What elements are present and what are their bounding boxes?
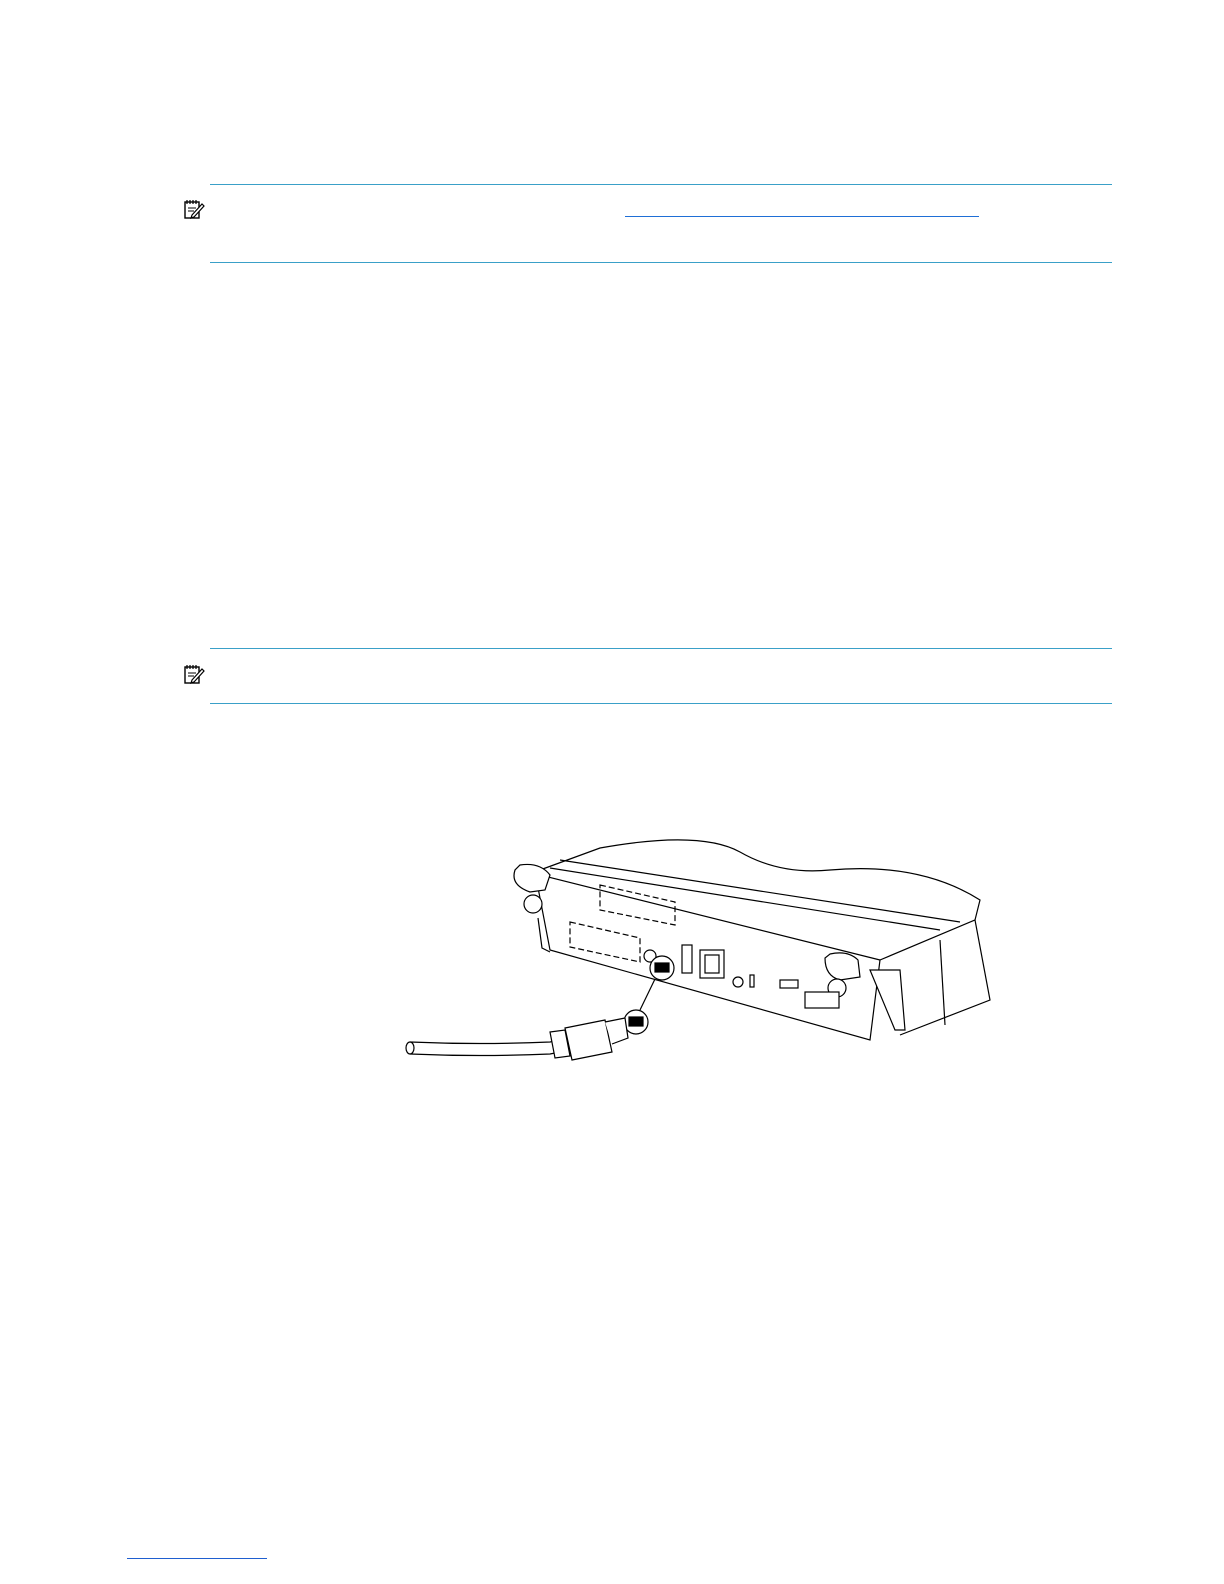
note-icon [183, 663, 205, 685]
controller-module-illustration [400, 830, 1000, 1070]
note-bottom-rule-2 [210, 703, 1112, 704]
note-top-rule-2 [210, 648, 1112, 649]
hyperlink-underline[interactable] [625, 216, 979, 217]
note-top-rule-1 [210, 184, 1112, 185]
footer-link-underline[interactable] [127, 1558, 267, 1559]
note-bottom-rule-1 [210, 262, 1112, 263]
note-icon [183, 198, 205, 220]
